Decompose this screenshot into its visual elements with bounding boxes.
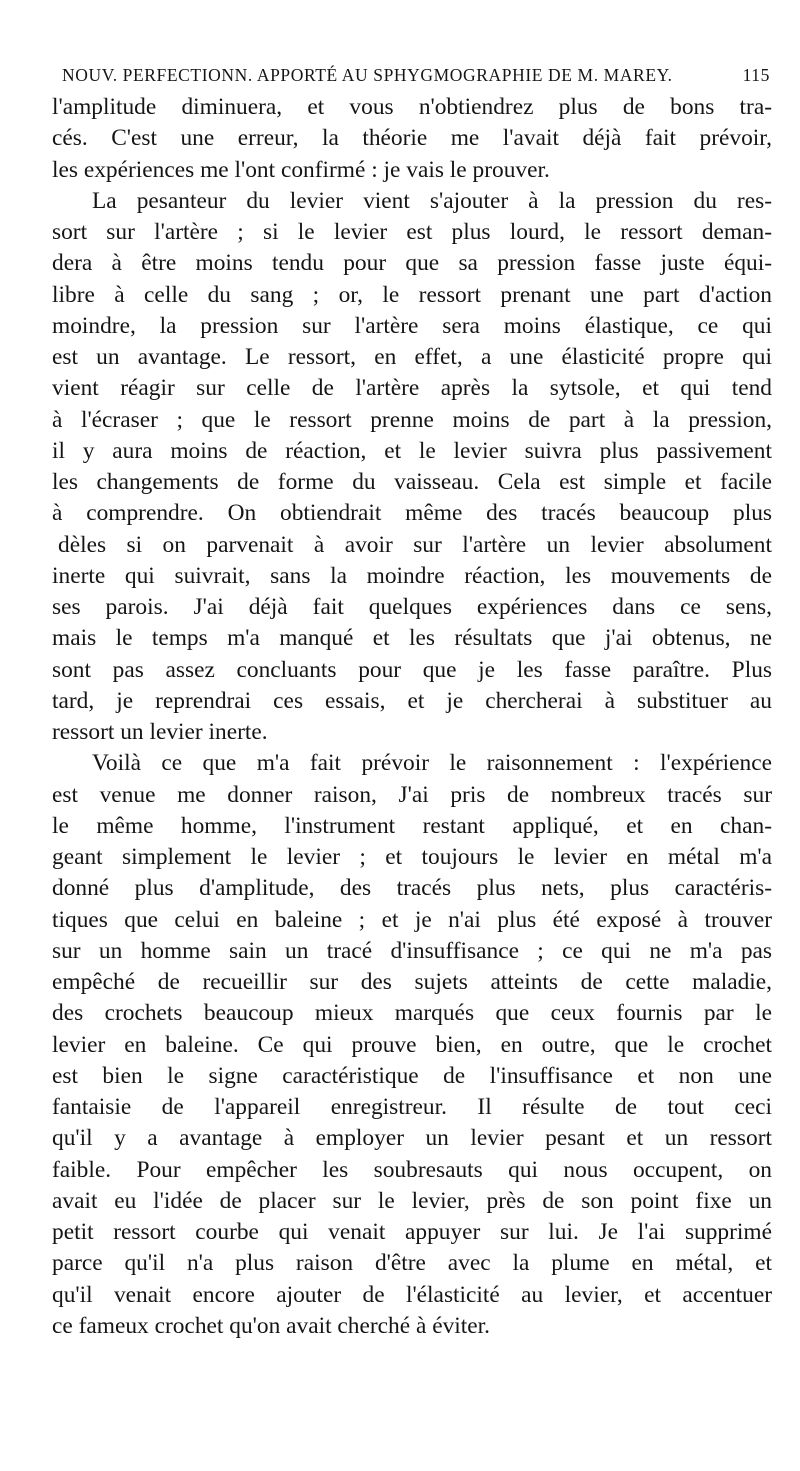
text-line: petit ressort courbe qui venait appuyer sur lui. Je l'ai supprimé: [52, 1219, 772, 1245]
text-line: l'amplitude diminuera, et vous n'obtiendrez plus de bons tra-: [52, 94, 772, 120]
text-line: geant simplement le levier ; et toujours le levier en métal m'a: [52, 844, 772, 870]
text-line: sur un homme sain un tracé d'insuffisance ; ce qui ne m'a pas: [52, 937, 772, 964]
text-line: avait eu l'idée de placer sur le levier, près de son point fixe un: [52, 1187, 772, 1214]
text-line: libre à celle du sang ; or, le ressort prenant une part d'action: [52, 281, 772, 308]
text-line: il y aura moins de réaction, et le levier suivra plus passivement: [52, 437, 772, 464]
text-line: les changements de forme du vaisseau. Cela est simple et facile: [52, 469, 772, 495]
text-line: parce qu'il n'a plus raison d'être avec la plume en métal, et: [52, 1250, 772, 1277]
text-line: vient réagir sur celle de l'artère après la sytsole, et qui tend: [52, 375, 772, 402]
running-head-title: NOUV. PERFECTIONN. APPORTÉ AU SPHYGMOGRAPHIE DE M. MAREY.: [62, 65, 673, 85]
text-line: Voilà ce que m'a fait prévoir le raisonnement : l'expérience: [92, 750, 772, 777]
text-line: dèles si on parvenait à avoir sur l'artère un levier absolument: [58, 531, 772, 558]
text-line: est venue me donner raison, J'ai pris de nombreux tracés sur: [52, 781, 772, 808]
text-line: empêché de recueillir sur des sujets atteints de cette maladie,: [52, 969, 772, 995]
text-line: le même homme, l'instrument restant appliqué, et en chan-: [52, 812, 772, 839]
text-line: moindre, la pression sur l'artère sera moins élastique, ce qui: [52, 312, 772, 339]
text-line: tard, je reprendrai ces essais, et je chercherai à substituer au: [52, 687, 772, 714]
body-text: [52, 92, 772, 1342]
text-line: ce fameux crochet qu'on avait cherché à éviter.: [52, 1312, 491, 1339]
text-line: La pesanteur du levier vient s'ajouter à la pression du res-: [92, 187, 772, 214]
text-line: est bien le signe caractéristique de l'insuffisance et non une: [52, 1062, 772, 1089]
text-line: levier en baleine. Ce qui prouve bien, en outre, que le crochet: [52, 1031, 772, 1058]
text-line: donné plus d'amplitude, des tracés plus nets, plus caractéris-: [52, 875, 772, 902]
text-line: sont pas assez concluants pour que je les fasse paraître. Plus: [52, 656, 772, 683]
text-line: ses parois. J'ai déjà fait quelques expériences dans ce sens,: [52, 594, 772, 620]
text-line: tiques que celui en baleine ; et je n'ai plus été exposé à trouver: [52, 906, 772, 933]
text-line: sort sur l'artère ; si le levier est plus lourd, le ressort deman-: [52, 219, 772, 245]
page-number: 115: [742, 65, 770, 85]
running-head: [62, 63, 774, 87]
text-line: des crochets beaucoup mieux marqués que ceux fournis par le: [52, 1000, 772, 1027]
text-line: ressort un levier inerte.: [52, 719, 268, 745]
text-line: cés. C'est une erreur, la théorie me l'avait déjà fait prévoir,: [52, 125, 772, 152]
text-line: est un avantage. Le ressort, en effet, a une élasticité propre qui: [52, 344, 772, 370]
text-line: à l'écraser ; que le ressort prenne moins de part à la pression,: [52, 406, 772, 433]
text-line: mais le temps m'a manqué et les résultats que j'ai obtenus, ne: [52, 625, 772, 652]
text-line: qu'il y a avantage à employer un levier pesant et un ressort: [52, 1125, 772, 1152]
text-line: à comprendre. On obtiendrait même des tracés beaucoup plus: [52, 500, 772, 527]
text-line: dera à être moins tendu pour que sa pression fasse juste équi-: [52, 250, 772, 277]
text-line: les expériences me l'ont confirmé : je vais le prouver.: [52, 156, 550, 183]
text-line: fantaisie de l'appareil enregistreur. Il résulte de tout ceci: [52, 1094, 772, 1120]
text-line: faible. Pour empêcher les soubresauts qui nous occupent, on: [52, 1156, 772, 1183]
text-line: inerte qui suivrait, sans la moindre réaction, les mouvements de: [52, 562, 772, 589]
text-line: qu'il venait encore ajouter de l'élasticité au levier, et accentuer: [52, 1281, 772, 1308]
